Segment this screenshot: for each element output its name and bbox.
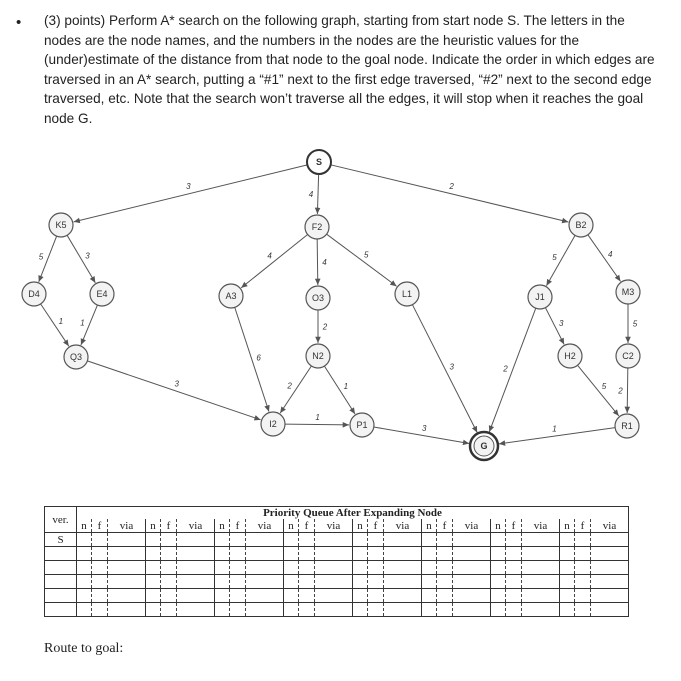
queue-f-cell[interactable] (299, 547, 315, 561)
edge-weight-label: 1 (58, 317, 64, 327)
node-n (306, 344, 330, 368)
queue-n-cell[interactable] (215, 561, 230, 575)
bullet-point: • (16, 14, 22, 31)
queue-n-cell[interactable] (560, 589, 575, 603)
queue-f-cell[interactable] (299, 533, 315, 547)
node-label: F2 (311, 222, 323, 232)
queue-f-cell[interactable] (368, 547, 384, 561)
queue-n-cell[interactable] (77, 575, 92, 589)
row-vertex-cell[interactable] (45, 575, 77, 589)
queue-n-cell[interactable] (284, 603, 299, 617)
queue-f-cell[interactable] (299, 603, 315, 617)
node-c (616, 344, 640, 368)
col-f-header: f (230, 519, 246, 533)
col-f-header: f (437, 519, 453, 533)
queue-via-cell[interactable] (177, 575, 215, 589)
edge-weight-label: 3 (186, 182, 191, 192)
queue-via-cell[interactable] (522, 589, 560, 603)
node-label: E4 (96, 289, 108, 299)
col-f-header: f (575, 519, 591, 533)
queue-f-cell[interactable] (299, 575, 315, 589)
queue-f-cell[interactable] (575, 547, 591, 561)
queue-n-cell[interactable] (215, 547, 230, 561)
col-f-header: f (161, 519, 177, 533)
queue-via-cell[interactable] (522, 533, 560, 547)
edge-weight-label: 5 (363, 250, 369, 260)
edge-weight-label: 2 (618, 386, 623, 396)
queue-n-cell[interactable] (146, 575, 161, 589)
queue-f-cell[interactable] (437, 589, 453, 603)
edge-b-m (588, 235, 621, 282)
node-label: J1 (535, 292, 545, 302)
queue-f-cell[interactable] (161, 589, 177, 603)
edge-s-k (74, 165, 308, 222)
queue-n-cell[interactable] (353, 603, 368, 617)
node-label: Q3 (69, 352, 83, 362)
queue-via-cell[interactable] (315, 589, 353, 603)
col-via-header: via (522, 519, 560, 533)
queue-via-cell[interactable] (315, 575, 353, 589)
node-label: B2 (575, 220, 587, 230)
table-row (45, 589, 629, 603)
table-row (45, 575, 629, 589)
edge-weight-label: 3 (421, 424, 427, 434)
col-n-header: n (215, 519, 230, 533)
queue-n-cell[interactable] (77, 603, 92, 617)
table-row (45, 547, 629, 561)
queue-f-cell[interactable] (368, 575, 384, 589)
queue-via-cell[interactable] (453, 575, 491, 589)
queue-f-cell[interactable] (506, 547, 522, 561)
queue-via-cell[interactable] (591, 603, 629, 617)
queue-via-cell[interactable] (384, 575, 422, 589)
col-f-header: f (368, 519, 384, 533)
queue-n-cell[interactable] (422, 547, 437, 561)
queue-via-cell[interactable] (522, 561, 560, 575)
node-label: M3 (621, 287, 635, 297)
queue-n-cell[interactable] (215, 575, 230, 589)
queue-n-cell[interactable] (77, 547, 92, 561)
queue-via-cell[interactable] (177, 547, 215, 561)
queue-f-cell[interactable] (92, 589, 108, 603)
queue-via-cell[interactable] (177, 603, 215, 617)
queue-f-cell[interactable] (92, 547, 108, 561)
col-f-header: f (299, 519, 315, 533)
queue-f-cell[interactable] (92, 561, 108, 575)
edge-weight-label: 5 (552, 253, 557, 263)
queue-n-cell[interactable] (146, 589, 161, 603)
queue-n-cell[interactable] (284, 561, 299, 575)
edge-n-i (280, 366, 311, 413)
row-vertex-cell[interactable]: S (45, 533, 77, 547)
node-p (350, 413, 374, 437)
queue-f-cell[interactable] (575, 589, 591, 603)
queue-via-cell[interactable] (522, 575, 560, 589)
edge-weight-label: 3 (174, 379, 179, 389)
node-s-start (307, 150, 331, 174)
queue-via-cell[interactable] (246, 603, 284, 617)
queue-n-cell[interactable] (284, 575, 299, 589)
col-via-header: via (246, 519, 284, 533)
edge-weight-label: 2 (449, 182, 454, 192)
edge-s-f (317, 174, 318, 214)
queue-f-cell[interactable] (506, 589, 522, 603)
edge-c-r (627, 368, 628, 413)
queue-f-cell[interactable] (575, 533, 591, 547)
queue-via-cell[interactable] (453, 561, 491, 575)
queue-n-cell[interactable] (491, 533, 506, 547)
queue-f-cell[interactable] (506, 575, 522, 589)
queue-n-cell[interactable] (353, 547, 368, 561)
edge-q-i (87, 361, 260, 420)
edge-l-g (412, 305, 477, 433)
node-f (305, 215, 329, 239)
queue-f-cell[interactable] (161, 533, 177, 547)
queue-f-cell[interactable] (230, 575, 246, 589)
edge-j-g (489, 308, 536, 432)
edge-weight-label: 5 (632, 319, 638, 329)
node-h (558, 344, 582, 368)
node-l (395, 282, 419, 306)
queue-f-cell[interactable] (299, 589, 315, 603)
queue-via-cell[interactable] (108, 561, 146, 575)
col-via-header: via (591, 519, 629, 533)
queue-f-cell[interactable] (368, 561, 384, 575)
queue-via-cell[interactable] (591, 533, 629, 547)
queue-f-cell[interactable] (230, 589, 246, 603)
node-q (64, 345, 88, 369)
table-row (45, 533, 629, 547)
queue-via-cell[interactable] (591, 575, 629, 589)
queue-via-cell[interactable] (246, 533, 284, 547)
queue-n-cell[interactable] (560, 603, 575, 617)
edge-i-p (285, 424, 349, 425)
edge-f-l (327, 234, 397, 286)
col-n-header: n (77, 519, 92, 533)
queue-via-cell[interactable] (522, 603, 560, 617)
edge-weight-label: 1 (80, 318, 85, 328)
queue-f-cell[interactable] (575, 561, 591, 575)
queue-n-cell[interactable] (215, 603, 230, 617)
node-label: G (480, 441, 488, 451)
node-i (261, 412, 285, 436)
queue-n-cell[interactable] (491, 603, 506, 617)
edge-weight-label: 3 (559, 318, 564, 328)
table-row (45, 603, 629, 617)
col-n-header: n (491, 519, 506, 533)
queue-n-cell[interactable] (560, 575, 575, 589)
queue-f-cell[interactable] (368, 589, 384, 603)
queue-via-cell[interactable] (246, 561, 284, 575)
col-n-header: n (146, 519, 161, 533)
queue-f-cell[interactable] (575, 603, 591, 617)
edge-r-g (499, 428, 615, 444)
queue-n-cell[interactable] (560, 533, 575, 547)
queue-n-cell[interactable] (560, 547, 575, 561)
node-label: H2 (564, 351, 576, 361)
edge-weight-label: 4 (308, 189, 314, 199)
queue-via-cell[interactable] (384, 561, 422, 575)
queue-via-cell[interactable] (246, 589, 284, 603)
queue-n-cell[interactable] (215, 533, 230, 547)
queue-f-cell[interactable] (230, 547, 246, 561)
queue-via-cell[interactable] (453, 603, 491, 617)
edge-weight-label: 2 (287, 381, 292, 391)
col-f-header: f (506, 519, 522, 533)
queue-f-cell[interactable] (575, 575, 591, 589)
queue-f-cell[interactable] (161, 547, 177, 561)
edge-weight-label: 3 (449, 362, 454, 372)
edge-d-q (41, 304, 69, 346)
queue-f-cell[interactable] (368, 603, 384, 617)
queue-n-cell[interactable] (422, 561, 437, 575)
queue-n-cell[interactable] (560, 561, 575, 575)
queue-via-cell[interactable] (453, 589, 491, 603)
node-r (615, 414, 639, 438)
queue-f-cell[interactable] (506, 603, 522, 617)
node-label: C2 (622, 351, 634, 361)
node-d (22, 282, 46, 306)
queue-f-cell[interactable] (161, 575, 177, 589)
edge-weight-label: 4 (322, 257, 327, 267)
edge-b-j (546, 235, 575, 285)
queue-via-cell[interactable] (177, 533, 215, 547)
queue-via-cell[interactable] (453, 533, 491, 547)
node-label: I2 (269, 419, 277, 429)
queue-via-cell[interactable] (591, 561, 629, 575)
queue-via-cell[interactable] (108, 603, 146, 617)
route-to-goal-label: Route to goal: (44, 641, 124, 656)
row-vertex-cell[interactable] (45, 561, 77, 575)
queue-n-cell[interactable] (77, 533, 92, 547)
node-label: K5 (55, 220, 67, 230)
queue-f-cell[interactable] (437, 561, 453, 575)
edge-weight-label: 4 (608, 249, 613, 259)
queue-via-cell[interactable] (108, 533, 146, 547)
col-n-header: n (353, 519, 368, 533)
queue-n-cell[interactable] (353, 533, 368, 547)
queue-f-cell[interactable] (230, 533, 246, 547)
edge-weight-label: 5 (601, 382, 607, 392)
table-row (45, 561, 629, 575)
node-j (528, 285, 552, 309)
queue-f-cell[interactable] (506, 561, 522, 575)
col-via-header: via (108, 519, 146, 533)
node-label: S (315, 157, 323, 167)
queue-n-cell[interactable] (491, 575, 506, 589)
queue-n-cell[interactable] (146, 533, 161, 547)
node-label: O3 (311, 293, 325, 303)
edge-n-p (324, 366, 355, 414)
queue-n-cell[interactable] (284, 547, 299, 561)
edge-weight-label: 5 (38, 252, 44, 262)
queue-via-cell[interactable] (315, 533, 353, 547)
edge-a-i (235, 307, 269, 411)
queue-f-cell[interactable] (92, 603, 108, 617)
queue-f-cell[interactable] (299, 561, 315, 575)
search-graph (0, 145, 681, 465)
queue-via-cell[interactable] (591, 589, 629, 603)
queue-n-cell[interactable] (215, 589, 230, 603)
queue-n-cell[interactable] (422, 575, 437, 589)
queue-via-cell[interactable] (453, 547, 491, 561)
queue-n-cell[interactable] (491, 561, 506, 575)
node-label: A3 (225, 291, 237, 301)
row-vertex-cell[interactable] (45, 547, 77, 561)
edge-weight-label: 1 (315, 413, 320, 423)
node-label: D4 (28, 289, 40, 299)
queue-via-cell[interactable] (384, 533, 422, 547)
queue-n-cell[interactable] (353, 561, 368, 575)
queue-n-cell[interactable] (422, 603, 437, 617)
node-label: N2 (312, 351, 324, 361)
queue-f-cell[interactable] (437, 533, 453, 547)
node-label: L1 (401, 289, 413, 299)
queue-n-cell[interactable] (146, 561, 161, 575)
queue-n-cell[interactable] (284, 533, 299, 547)
node-g-goal (470, 432, 498, 460)
node-k (49, 213, 73, 237)
node-m (616, 280, 640, 304)
queue-via-cell[interactable] (108, 547, 146, 561)
queue-f-cell[interactable] (92, 575, 108, 589)
queue-n-cell[interactable] (422, 533, 437, 547)
queue-f-cell[interactable] (506, 533, 522, 547)
queue-n-cell[interactable] (353, 589, 368, 603)
col-via-header: via (453, 519, 491, 533)
queue-via-cell[interactable] (522, 547, 560, 561)
queue-n-cell[interactable] (284, 589, 299, 603)
priority-queue-table (44, 506, 629, 617)
node-b (569, 213, 593, 237)
queue-n-cell[interactable] (491, 547, 506, 561)
edge-weight-label: 4 (267, 251, 272, 261)
queue-n-cell[interactable] (491, 589, 506, 603)
col-n-header: n (284, 519, 299, 533)
edge-k-e (67, 235, 95, 283)
queue-via-cell[interactable] (384, 603, 422, 617)
col-f-header: f (92, 519, 108, 533)
queue-via-cell[interactable] (315, 547, 353, 561)
queue-via-cell[interactable] (315, 561, 353, 575)
edge-weight-label: 2 (503, 364, 508, 374)
ver-header: ver. (45, 507, 77, 533)
queue-via-cell[interactable] (384, 589, 422, 603)
queue-f-cell[interactable] (437, 603, 453, 617)
priority-queue-title: Priority Queue After Expanding Node (77, 507, 629, 520)
node-e (90, 282, 114, 306)
queue-f-cell[interactable] (161, 561, 177, 575)
edge-weight-label: 1 (552, 424, 557, 434)
queue-n-cell[interactable] (77, 589, 92, 603)
queue-f-cell[interactable] (437, 547, 453, 561)
queue-via-cell[interactable] (246, 575, 284, 589)
row-vertex-cell[interactable] (45, 603, 77, 617)
queue-via-cell[interactable] (177, 589, 215, 603)
node-o (306, 286, 330, 310)
queue-via-cell[interactable] (315, 603, 353, 617)
queue-f-cell[interactable] (230, 561, 246, 575)
question-text: (3) points) Perform A* search on the following graph, starting from start node S. The letters in the nodes are the node names, and the numbers in the nodes are the heuristic values for the (under)estimate of the distance from that node to the goal node. Indicate the order in which edges are traversed in an A* search, putting a “#1” next to the first edge traversed, “#2” next to the second edge traversed, etc. Note that the search won’t traverse all the edges, it will stop when it reaches the goal node G. (44, 13, 655, 126)
edge-weight-label: 2 (322, 322, 328, 332)
queue-f-cell[interactable] (161, 603, 177, 617)
col-via-header: via (315, 519, 353, 533)
queue-f-cell[interactable] (230, 603, 246, 617)
node-label: P1 (356, 420, 368, 430)
queue-f-cell[interactable] (368, 533, 384, 547)
edge-h-r (578, 365, 619, 416)
edge-s-b (331, 165, 569, 222)
edge-weight-label: 3 (85, 251, 90, 261)
col-via-header: via (384, 519, 422, 533)
edge-f-a (241, 235, 308, 288)
queue-via-cell[interactable] (108, 589, 146, 603)
queue-via-cell[interactable] (108, 575, 146, 589)
col-n-header: n (560, 519, 575, 533)
node-label: R1 (621, 421, 633, 431)
queue-via-cell[interactable] (246, 547, 284, 561)
node-a (219, 284, 243, 308)
edge-weight-label: 6 (256, 353, 261, 363)
row-vertex-cell[interactable] (45, 589, 77, 603)
queue-n-cell[interactable] (353, 575, 368, 589)
queue-via-cell[interactable] (177, 561, 215, 575)
edge-f-o (317, 239, 318, 285)
col-via-header: via (177, 519, 215, 533)
queue-n-cell[interactable] (146, 603, 161, 617)
queue-n-cell[interactable] (146, 547, 161, 561)
queue-via-cell[interactable] (591, 547, 629, 561)
queue-n-cell[interactable] (422, 589, 437, 603)
queue-n-cell[interactable] (77, 561, 92, 575)
queue-via-cell[interactable] (384, 547, 422, 561)
queue-f-cell[interactable] (437, 575, 453, 589)
col-n-header: n (422, 519, 437, 533)
queue-f-cell[interactable] (92, 533, 108, 547)
edge-weight-label: 1 (343, 382, 349, 392)
